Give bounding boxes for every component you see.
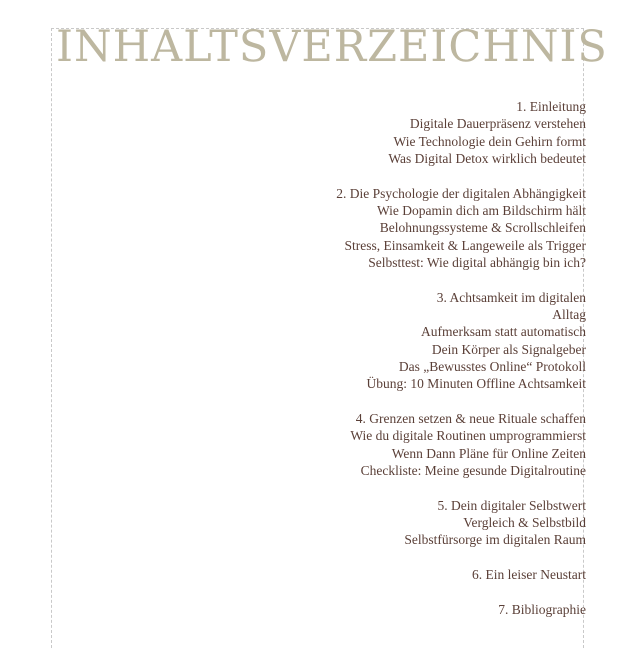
toc-entry: Selbsttest: Wie digital abhängig bin ich?	[368, 254, 586, 270]
toc-entry: Stress, Einsamkeit & Langeweile als Trigger	[344, 237, 586, 253]
toc-heading: 5. Dein digitaler Selbstwert	[437, 497, 586, 513]
toc-heading: 7. Bibliographie	[498, 601, 586, 617]
toc-entry: Dein Körper als Signalgeber	[431, 341, 586, 357]
toc-heading: 2. Die Psychologie der digitalen Abhängigkeit	[336, 185, 586, 201]
toc-entry: Wenn Dann Pläne für Online Zeiten	[391, 445, 586, 461]
table-of-contents	[186, 98, 586, 618]
toc-section-6	[186, 566, 586, 583]
toc-entry: Übung: 10 Minuten Offline Achtsamkeit	[366, 376, 586, 392]
toc-entry: Digitale Dauerpräsenz verstehen	[409, 116, 586, 132]
toc-entry: Checkliste: Meine gesunde Digitalroutine	[360, 462, 586, 478]
page-title: INHALTSVERZEICHNIS	[56, 22, 608, 72]
toc-entry: Selbstfürsorge im digitalen Raum	[404, 532, 586, 548]
toc-entry: Aufmerksam statt automatisch	[421, 324, 586, 340]
toc-entry: Das „Bewusstes Online“ Protokoll	[398, 358, 586, 374]
toc-entry: Belohnungssysteme & Scrollschleifen	[379, 220, 586, 236]
toc-entry: Wie Dopamin dich am Bildschirm hält	[376, 202, 586, 218]
toc-section-4	[186, 410, 586, 479]
toc-heading: 6. Ein leiser Neustart	[472, 567, 586, 583]
toc-section-2	[186, 185, 586, 271]
toc-section-1	[186, 98, 586, 167]
toc-entry: Wie du digitale Routinen umprogrammierst	[350, 428, 586, 444]
toc-entry: Vergleich & Selbstbild	[463, 514, 586, 530]
toc-entry: Wie Technologie dein Gehirn formt	[393, 133, 586, 149]
toc-section-3	[186, 289, 586, 393]
toc-heading: 4. Grenzen setzen & neue Rituale schaffen	[355, 410, 586, 426]
toc-entry: Alltag	[552, 306, 586, 322]
toc-heading: 3. Achtsamkeit im digitalen	[436, 289, 586, 305]
toc-entry: Was Digital Detox wirklich bedeutet	[388, 150, 586, 166]
toc-section-7	[186, 601, 586, 618]
toc-section-5	[186, 497, 586, 549]
toc-heading: 1. Einleitung	[516, 99, 586, 114]
